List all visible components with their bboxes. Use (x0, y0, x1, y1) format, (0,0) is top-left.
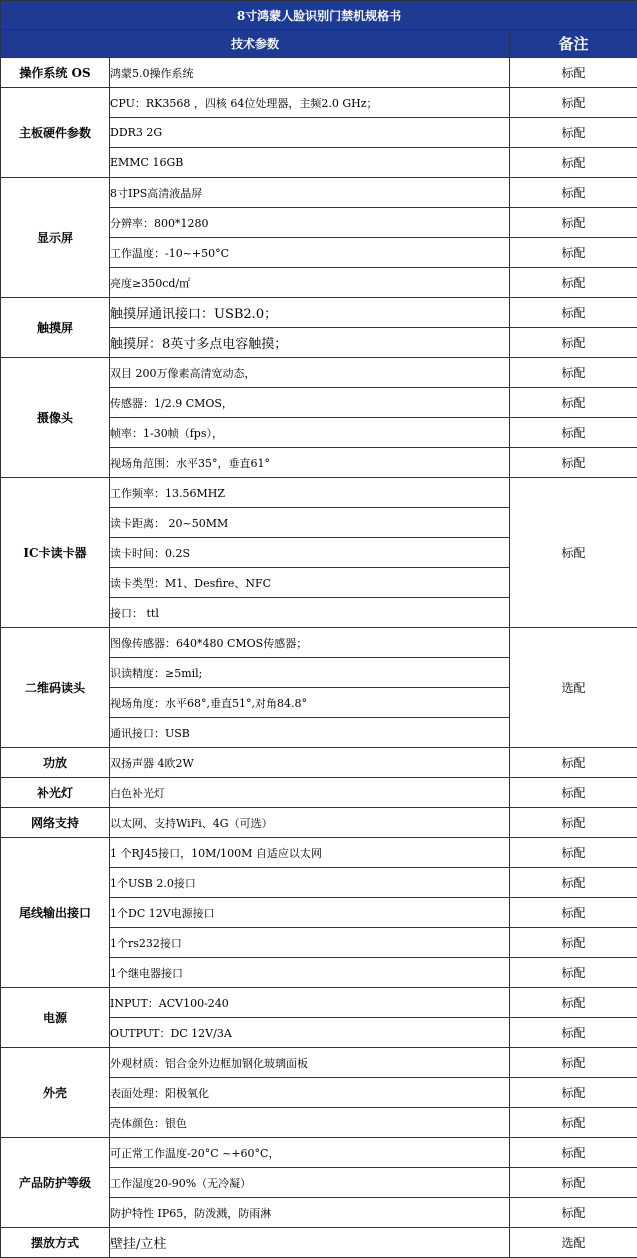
note-cell: 标配 (510, 148, 637, 178)
param-cell: 白色补光灯 (110, 778, 510, 808)
note-cell: 标配 (510, 748, 637, 778)
param-cell: 视场角度：水平68°,垂直51°,对角84.8° (110, 688, 510, 718)
param-cell: 接口： ttl (110, 598, 510, 628)
note-cell: 选配 (510, 1228, 637, 1258)
note-cell: 标配 (510, 298, 637, 328)
note-cell: 标配 (510, 478, 637, 628)
param-cell: 工作温度：-10~+50°C (110, 238, 510, 268)
note-cell: 标配 (510, 118, 637, 148)
param-cell: 图像传感器：640*480 CMOS传感器； (110, 628, 510, 658)
table-row (1, 58, 637, 88)
category-cell: 操作系统 OS (1, 58, 110, 88)
table-row (1, 808, 637, 838)
param-cell: 通讯接口：USB (110, 718, 510, 748)
note-cell: 标配 (510, 1108, 637, 1138)
param-cell: 1个DC 12V电源接口 (110, 898, 510, 928)
param-cell: 工作湿度20-90%（无冷凝） (110, 1168, 510, 1198)
table-row (1, 88, 637, 118)
param-cell: 以太网、支持WiFi、4G（可选） (110, 808, 510, 838)
category-cell: 显示屏 (1, 178, 110, 298)
table-row (1, 1228, 637, 1258)
note-cell: 标配 (510, 1198, 637, 1228)
header-row (1, 30, 637, 58)
param-cell: 壳体颜色：银色 (110, 1108, 510, 1138)
table-row (1, 1138, 637, 1168)
param-cell: 双扬声器 4欧2W (110, 748, 510, 778)
note-cell: 选配 (510, 628, 637, 748)
param-cell: DDR3 2G (110, 118, 510, 148)
param-cell: CPU：RK3568 ，四核 64位处理器，主频2.0 GHz； (110, 88, 510, 118)
table-row (1, 478, 637, 508)
note-cell: 标配 (510, 1018, 637, 1048)
note-cell: 标配 (510, 448, 637, 478)
note-cell: 标配 (510, 208, 637, 238)
spec-title: 8寸鸿蒙人脸识别门禁机规格书 (1, 1, 637, 30)
table-row (1, 988, 637, 1018)
param-cell: 防护特性 IP65，防泼溅，防雨淋 (110, 1198, 510, 1228)
note-cell: 标配 (510, 358, 637, 388)
param-cell: 分辨率：800*1280 (110, 208, 510, 238)
note-cell: 标配 (510, 958, 637, 988)
category-cell: IC卡读卡器 (1, 478, 110, 628)
table-row (1, 838, 637, 868)
table-row (1, 778, 637, 808)
param-cell: 8寸IPS高清液晶屏 (110, 178, 510, 208)
category-cell: 外壳 (1, 1048, 110, 1138)
note-cell: 标配 (510, 418, 637, 448)
param-cell: 帧率：1-30帧（fps）， (110, 418, 510, 448)
param-cell: 1个继电器接口 (110, 958, 510, 988)
note-cell: 标配 (510, 58, 637, 88)
param-cell: 触摸屏通讯接口：USB2.0； (110, 298, 510, 328)
note-cell: 标配 (510, 838, 637, 868)
note-cell: 标配 (510, 268, 637, 298)
table-row (1, 748, 637, 778)
param-cell: 识读精度：≥5mil; (110, 658, 510, 688)
category-cell: 触摸屏 (1, 298, 110, 358)
param-cell: EMMC 16GB (110, 148, 510, 178)
category-cell: 二维码读头 (1, 628, 110, 748)
header-params: 技术参数 (1, 30, 510, 58)
table-row (1, 178, 637, 208)
param-cell: INPUT：ACV100-240 (110, 988, 510, 1018)
header-note: 备注 (510, 30, 637, 58)
note-cell: 标配 (510, 808, 637, 838)
note-cell: 标配 (510, 988, 637, 1018)
note-cell: 标配 (510, 778, 637, 808)
note-cell: 标配 (510, 238, 637, 268)
param-cell: 视场角范围：水平35°，垂直61° (110, 448, 510, 478)
param-cell: OUTPUT：DC 12V/3A (110, 1018, 510, 1048)
note-cell: 标配 (510, 868, 637, 898)
param-cell: 传感器：1/2.9 CMOS， (110, 388, 510, 418)
note-cell: 标配 (510, 1168, 637, 1198)
category-cell: 补光灯 (1, 778, 110, 808)
category-cell: 尾线输出接口 (1, 838, 110, 988)
param-cell: 表面处理：阳极氧化 (110, 1078, 510, 1108)
param-cell: 工作频率：13.56MHZ (110, 478, 510, 508)
param-cell: 外观材质：铝合金外边框加钢化玻璃面板 (110, 1048, 510, 1078)
category-cell: 功放 (1, 748, 110, 778)
title-row (1, 1, 637, 30)
param-cell: 读卡时间：0.2S (110, 538, 510, 568)
param-cell: 读卡距离： 20~50MM (110, 508, 510, 538)
table-row (1, 358, 637, 388)
note-cell: 标配 (510, 1078, 637, 1108)
table-row (1, 628, 637, 658)
note-cell: 标配 (510, 88, 637, 118)
note-cell: 标配 (510, 898, 637, 928)
note-cell: 标配 (510, 1048, 637, 1078)
table-row (1, 298, 637, 328)
note-cell: 标配 (510, 388, 637, 418)
param-cell: 1个USB 2.0接口 (110, 868, 510, 898)
note-cell: 标配 (510, 178, 637, 208)
param-cell: 触摸屏：8英寸多点电容触摸； (110, 328, 510, 358)
category-cell: 主板硬件参数 (1, 88, 110, 178)
category-cell: 摆放方式 (1, 1228, 110, 1258)
note-cell: 标配 (510, 328, 637, 358)
category-cell: 电源 (1, 988, 110, 1048)
param-cell: 亮度≥350cd/㎡ (110, 268, 510, 298)
param-cell: 双目 200万像素高清宽动态， (110, 358, 510, 388)
spec-table-body (1, 1, 637, 1258)
param-cell: 1个rs232接口 (110, 928, 510, 958)
param-cell: 1 个RJ45接口，10M/100M 自适应以太网 (110, 838, 510, 868)
param-cell: 可正常工作温度-20°C ~+60°C， (110, 1138, 510, 1168)
param-cell: 壁挂/立柱 (110, 1228, 510, 1258)
param-cell: 鸿蒙5.0操作系统 (110, 58, 510, 88)
table-row (1, 1048, 637, 1078)
param-cell: 读卡类型：M1、Desfire、NFC (110, 568, 510, 598)
category-cell: 摄像头 (1, 358, 110, 478)
note-cell: 标配 (510, 1138, 637, 1168)
note-cell: 标配 (510, 928, 637, 958)
category-cell: 产品防护等级 (1, 1138, 110, 1228)
category-cell: 网络支持 (1, 808, 110, 838)
